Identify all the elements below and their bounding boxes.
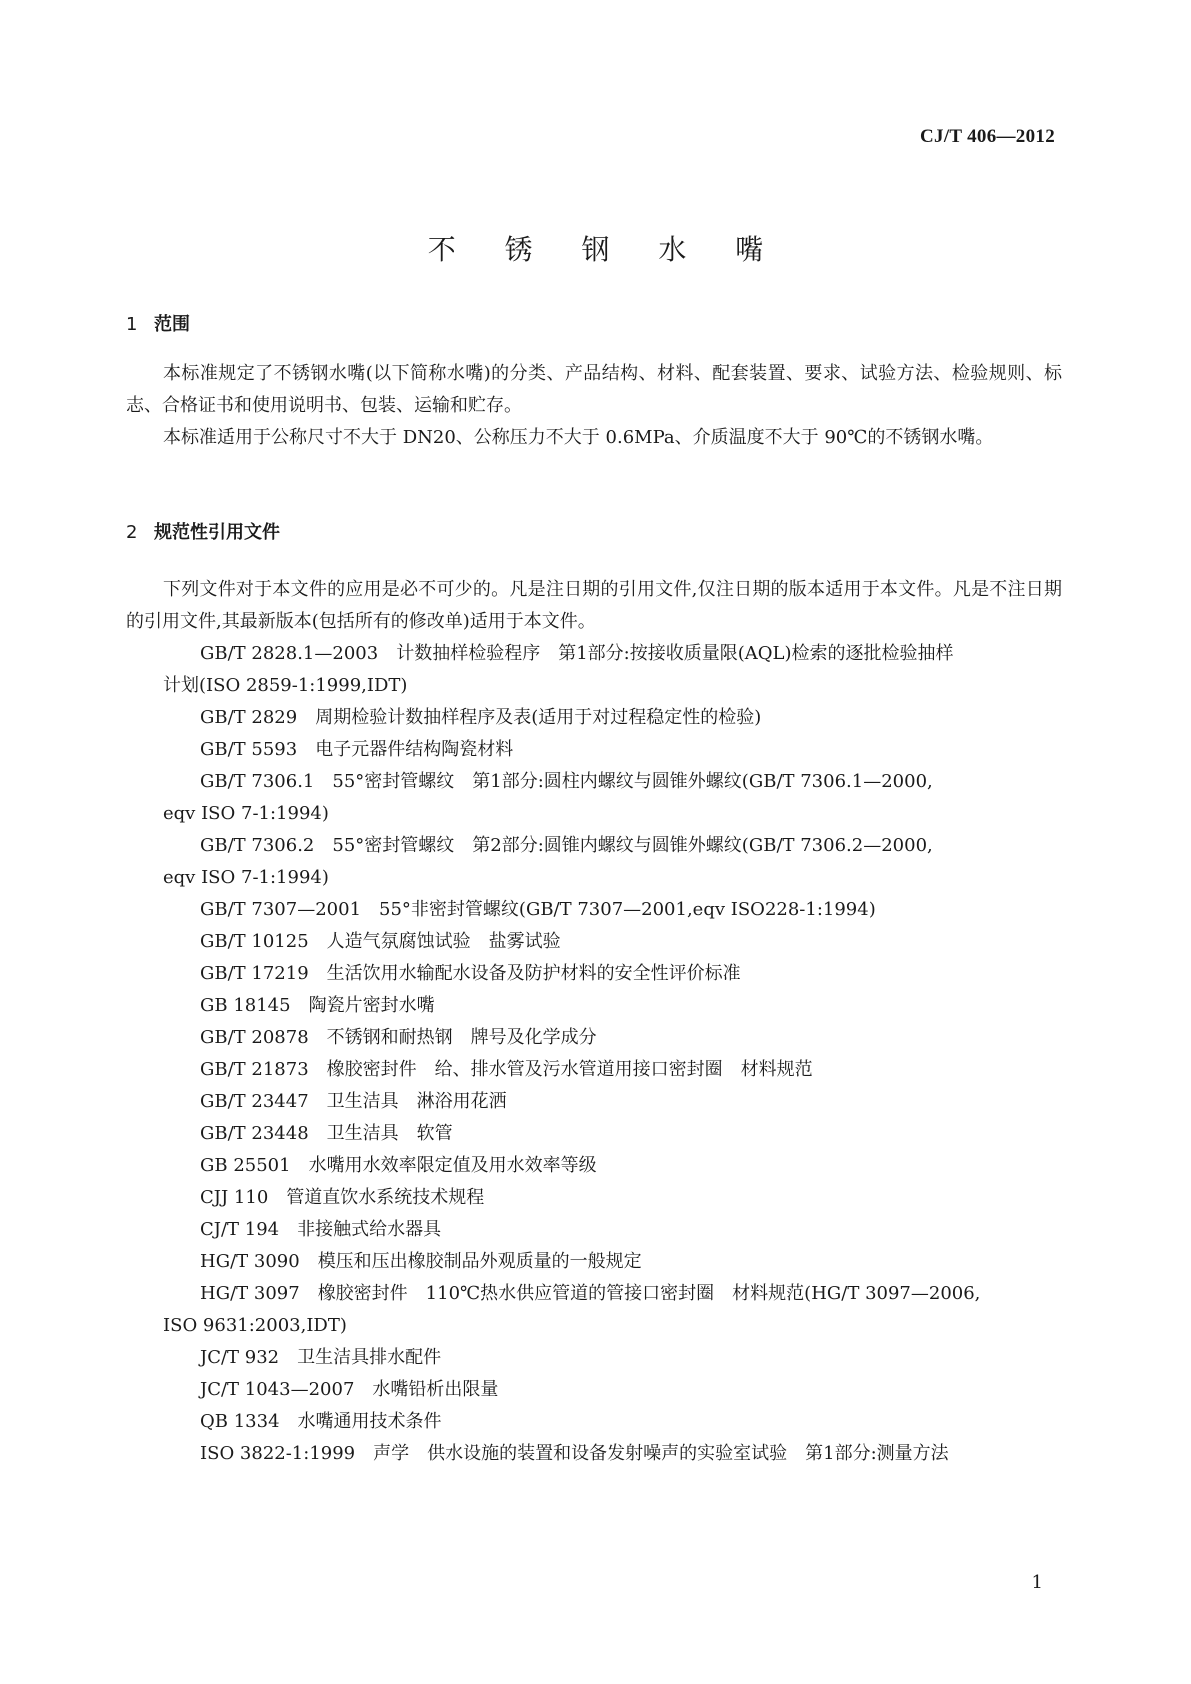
reference-title: 水嘴通用技术条件	[297, 1411, 442, 1432]
reference-item	[126, 990, 1062, 1022]
reference-code: GB/T 7306.2	[200, 835, 315, 856]
reference-title: 水嘴用水效率限定值及用水效率等级	[308, 1155, 597, 1176]
reference-title: 55°密封管螺纹 第2部分:圆锥内螺纹与圆锥外螺纹(GB/T 7306.2—2000,	[332, 835, 933, 856]
reference-title: 卫生洁具 软管	[326, 1123, 453, 1144]
reference-title: 55°密封管螺纹 第1部分:圆柱内螺纹与圆锥外螺纹(GB/T 7306.1—2000,	[332, 771, 933, 792]
reference-code: JC/T 1043—2007	[200, 1379, 355, 1400]
reference-item	[126, 926, 1062, 958]
reference-code: GB/T 7307—2001	[200, 899, 362, 920]
reference-code: ISO 3822-1:1999	[200, 1443, 356, 1464]
reference-item	[126, 1406, 1062, 1438]
references-intro: 下列文件对于本文件的应用是必不可少的。凡是注日期的引用文件,仅注日期的版本适用于本文件。凡是不注日期的引用文件,其最新版本(包括所有的修改单)适用于本文件。	[126, 579, 1062, 632]
section-title: 规范性引用文件	[154, 522, 280, 543]
reference-title: 声学 供水设施的装置和设备发射噪声的实验室试验 第1部分:测量方法	[373, 1443, 949, 1464]
reference-code: HG/T 3097	[200, 1283, 300, 1304]
reference-item	[126, 830, 1062, 894]
section-heading-scope	[126, 310, 190, 336]
reference-title: 卫生洁具排水配件	[297, 1347, 442, 1368]
reference-item	[126, 638, 1062, 702]
reference-title: 橡胶密封件 给、排水管及污水管道用接口密封圈 材料规范	[326, 1059, 813, 1080]
reference-title: 55°非密封管螺纹(GB/T 7307—2001,eqv ISO228-1:1994)	[379, 899, 876, 920]
reference-title: 周期检验计数抽样程序及表(适用于对过程稳定性的检验)	[315, 707, 762, 728]
reference-code: GB/T 23448	[200, 1123, 309, 1144]
reference-code: GB/T 2829	[200, 707, 298, 728]
scope-paragraph: 本标准适用于公称尺寸不大于 DN20、公称压力不大于 0.6MPa、介质温度不大于 90℃的不锈钢水嘴。	[163, 427, 994, 448]
reference-item	[126, 702, 1062, 734]
reference-item	[126, 1054, 1062, 1086]
reference-code: CJJ 110	[200, 1187, 269, 1208]
reference-item	[126, 1438, 1062, 1470]
reference-code: GB 25501	[200, 1155, 291, 1176]
page-number: 1	[1031, 1572, 1043, 1593]
reference-item	[126, 1182, 1062, 1214]
reference-title: 橡胶密封件 110℃热水供应管道的管接口密封圈 材料规范(HG/T 3097—2006,	[317, 1283, 981, 1304]
reference-title: 陶瓷片密封水嘴	[308, 995, 435, 1016]
reference-code: GB/T 21873	[200, 1059, 309, 1080]
reference-item	[126, 1246, 1062, 1278]
reference-continuation: ISO 9631:2003,IDT)	[163, 1315, 347, 1336]
reference-code: GB/T 10125	[200, 931, 309, 952]
reference-title: 非接触式给水器具	[297, 1219, 442, 1240]
reference-item	[126, 1118, 1062, 1150]
reference-continuation: 计划(ISO 2859-1:1999,IDT)	[163, 675, 408, 696]
reference-code: GB/T 7306.1	[200, 771, 315, 792]
scope-paragraph: 本标准规定了不锈钢水嘴(以下简称水嘴)的分类、产品结构、材料、配套装置、要求、试验方法、检验规则、标志、合格证书和使用说明书、包装、运输和贮存。	[126, 363, 1062, 416]
reference-continuation: eqv ISO 7-1:1994)	[163, 867, 329, 888]
reference-code: CJ/T 194	[200, 1219, 280, 1240]
reference-code: GB/T 2828.1—2003	[200, 643, 379, 664]
reference-item	[126, 1342, 1062, 1374]
reference-code: GB 18145	[200, 995, 291, 1016]
reference-title: 电子元器件结构陶瓷材料	[315, 739, 514, 760]
section-number: 1	[126, 314, 138, 335]
reference-title: 卫生洁具 淋浴用花洒	[326, 1091, 507, 1112]
reference-continuation: eqv ISO 7-1:1994)	[163, 803, 329, 824]
reference-code: GB/T 23447	[200, 1091, 309, 1112]
reference-item	[126, 1278, 1062, 1342]
reference-item	[126, 1150, 1062, 1182]
reference-title: 计数抽样检验程序 第1部分:按接收质量限(AQL)检索的逐批检验抽样	[396, 643, 954, 664]
reference-code: JC/T 932	[200, 1347, 280, 1368]
reference-item	[126, 894, 1062, 926]
references-body	[126, 574, 1062, 1470]
reference-title: 生活饮用水输配水设备及防护材料的安全性评价标准	[326, 963, 741, 984]
reference-title: 管道直饮水系统技术规程	[286, 1187, 485, 1208]
reference-item	[126, 958, 1062, 990]
reference-code: GB/T 20878	[200, 1027, 309, 1048]
reference-title: 人造气氛腐蚀试验 盐雾试验	[326, 931, 561, 952]
reference-title: 水嘴铅析出限量	[372, 1379, 499, 1400]
reference-code: GB/T 17219	[200, 963, 309, 984]
section-title: 范围	[154, 314, 190, 335]
reference-code: QB 1334	[200, 1411, 280, 1432]
reference-code: GB/T 5593	[200, 739, 298, 760]
reference-item	[126, 734, 1062, 766]
standard-code: CJ/T 406—2012	[920, 126, 1055, 147]
section-number: 2	[126, 522, 138, 543]
reference-title: 不锈钢和耐热钢 牌号及化学成分	[326, 1027, 597, 1048]
document-title: 不 锈 钢 水 嘴	[427, 233, 784, 266]
scope-body	[126, 358, 1062, 454]
section-heading-references	[126, 518, 280, 544]
reference-code: HG/T 3090	[200, 1251, 300, 1272]
reference-item	[126, 1214, 1062, 1246]
reference-item	[126, 1022, 1062, 1054]
reference-item	[126, 1086, 1062, 1118]
reference-title: 模压和压出橡胶制品外观质量的一般规定	[317, 1251, 642, 1272]
reference-item	[126, 766, 1062, 830]
reference-list	[126, 638, 1062, 1470]
reference-item	[126, 1374, 1062, 1406]
